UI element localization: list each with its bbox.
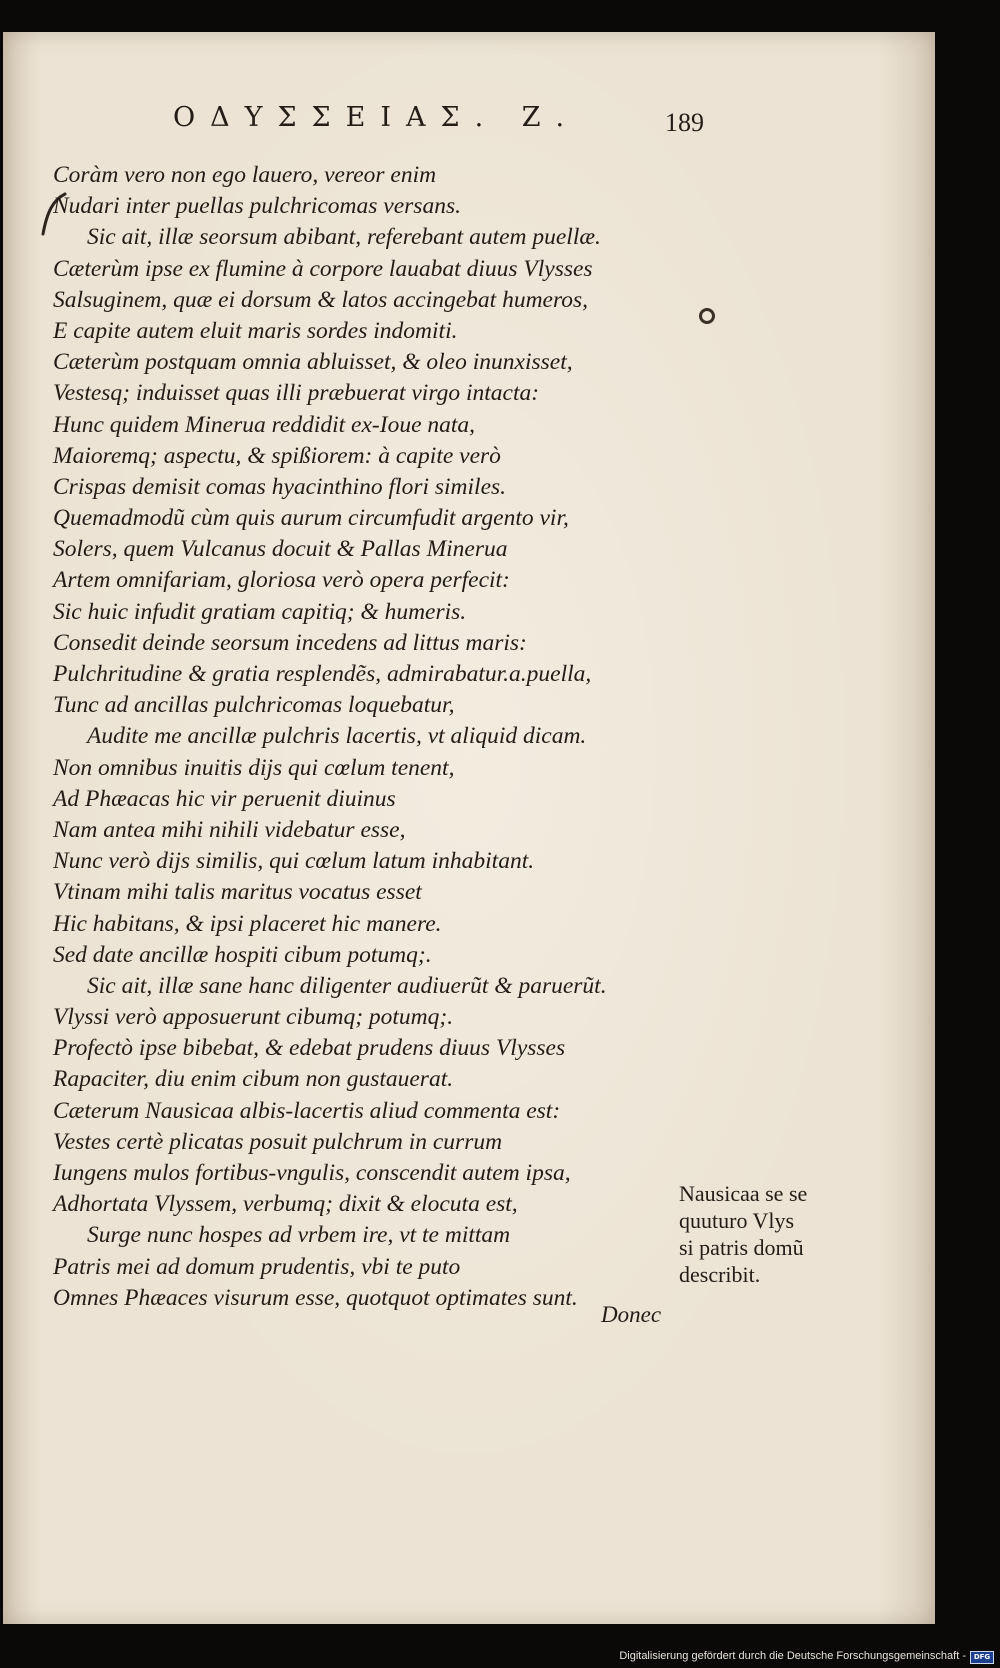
verse-text-block [53, 160, 693, 1314]
verse-line: Hic habitans, & ipsi placeret hic manere. [53, 910, 442, 937]
verse-line: Pulchritudine & gratia resplendẽs, admirabatur.a.puella, [53, 661, 592, 687]
verse-line: Nudari inter puellas pulchricomas versans. [53, 193, 461, 220]
marginal-note-line: quuturo Vlys [679, 1208, 795, 1233]
verse-line: Ad Phæacas hic vir peruenit diuinus [53, 785, 396, 812]
verse-line: Crispas demisit comas hyacinthino flori similes. [53, 473, 507, 500]
digitization-footer [0, 1648, 1000, 1668]
ink-ring-mark [699, 308, 715, 324]
verse-line: Sed date ancillæ hospiti cibum potumq;. [53, 941, 432, 968]
verse-line: Hunc quidem Minerua reddidit ex-Ioue nata, [53, 411, 476, 438]
verse-line: Tunc ad ancillas pulchricomas loquebatur, [53, 692, 455, 719]
verse-line: Nam antea mihi nihili videbatur esse, [53, 816, 406, 843]
dfg-logo-text: DFG [973, 1653, 991, 1661]
verse-line: Vlyssi verò apposuerunt cibumq; potumq;. [53, 1004, 454, 1031]
verse-line: Patris mei ad domum prudentis, vbi te puto [53, 1253, 461, 1280]
verse-line: Audite me ancillæ pulchris lacertis, vt aliquid dicam. [87, 723, 587, 750]
dfg-logo-icon [970, 1651, 994, 1664]
verse-line: Vestes certè plicatas posuit pulchrum in currum [53, 1128, 503, 1155]
verse-line: Maioremq; aspectu, & spißiorem: à capite verò [53, 442, 501, 469]
marginal-note-line: Nausicaa se se [679, 1181, 808, 1206]
verse-line: Cæterùm ipse ex flumine à corpore lauabat diuus Vlysses [53, 255, 593, 282]
verse-line: Artem omnifariam, gloriosa verò opera perfecit: [53, 567, 510, 594]
verse-line: Quemadmodũ cùm quis aurum circumfudit argento vir, [53, 505, 569, 532]
book-page [3, 32, 935, 1624]
verse-line: Surge nunc hospes ad vrbem ire, vt te mittam [87, 1222, 511, 1249]
verse-line: Nunc verò dijs similis, qui cœlum latum inhabitant. [53, 848, 535, 875]
verse-line: Coràm vero non ego lauero, vereor enim [53, 162, 437, 188]
verse-line: Iungens mulos fortibus-vngulis, conscendit autem ipsa, [53, 1160, 571, 1186]
verse-line: Adhortata Vlyssem, verbumq; dixit & elocuta est, [53, 1191, 518, 1218]
marginal-note-line: si patris domũ [679, 1235, 804, 1260]
verse-line: Sic huic infudit gratiam capitiq; & humeris. [53, 598, 467, 625]
running-head-title: ΟΔΥΣΣΕΙΑΣ. Ζ. [173, 102, 580, 133]
marginal-note-line: describit. [679, 1262, 761, 1287]
verse-line: Sic ait, illæ seorsum abibant, referebant autem puellæ. [87, 224, 601, 251]
verse-line: Solers, quem Vulcanus docuit & Pallas Minerua [53, 536, 508, 563]
marginal-note [679, 1180, 859, 1288]
verse-line: Omnes Phæaces visurum esse, quotquot optimates sunt. [53, 1284, 578, 1311]
verse-line: Vtinam mihi talis maritus vocatus esset [53, 879, 422, 906]
funding-credit: Digitalisierung gefördert durch die Deutsche Forschungsgemeinschaft - [619, 1650, 966, 1662]
verse-line: Sic ait, illæ sane hanc diligenter audiuerũt & paruerũt. [87, 972, 607, 999]
verse-line: Salsuginem, quæ ei dorsum & latos accingebat humeros, [53, 286, 589, 313]
verse-line: Consedit deinde seorsum incedens ad littus maris: [53, 629, 527, 656]
verse-line: Rapaciter, diu enim cibum non gustauerat. [53, 1066, 454, 1093]
page-number: 189 [665, 108, 704, 137]
running-head [3, 102, 935, 142]
verse-line: Profectò ipse bibebat, & edebat prudens diuus Vlysses [53, 1035, 566, 1062]
verse-line: Vestesq; induisset quas illi præbuerat virgo intacta: [53, 380, 540, 407]
verse-line: Non omnibus inuitis dijs qui cœlum tenent, [53, 754, 455, 781]
verse-line: E capite autem eluit maris sordes indomiti. [53, 317, 458, 344]
verse-line: Cæterum Nausicaa albis-lacertis aliud commenta est: [53, 1097, 561, 1124]
catchword: Donec [601, 1302, 662, 1327]
verse-line: Cæterùm postquam omnia abluisset, & oleo inunxisset, [53, 349, 573, 376]
